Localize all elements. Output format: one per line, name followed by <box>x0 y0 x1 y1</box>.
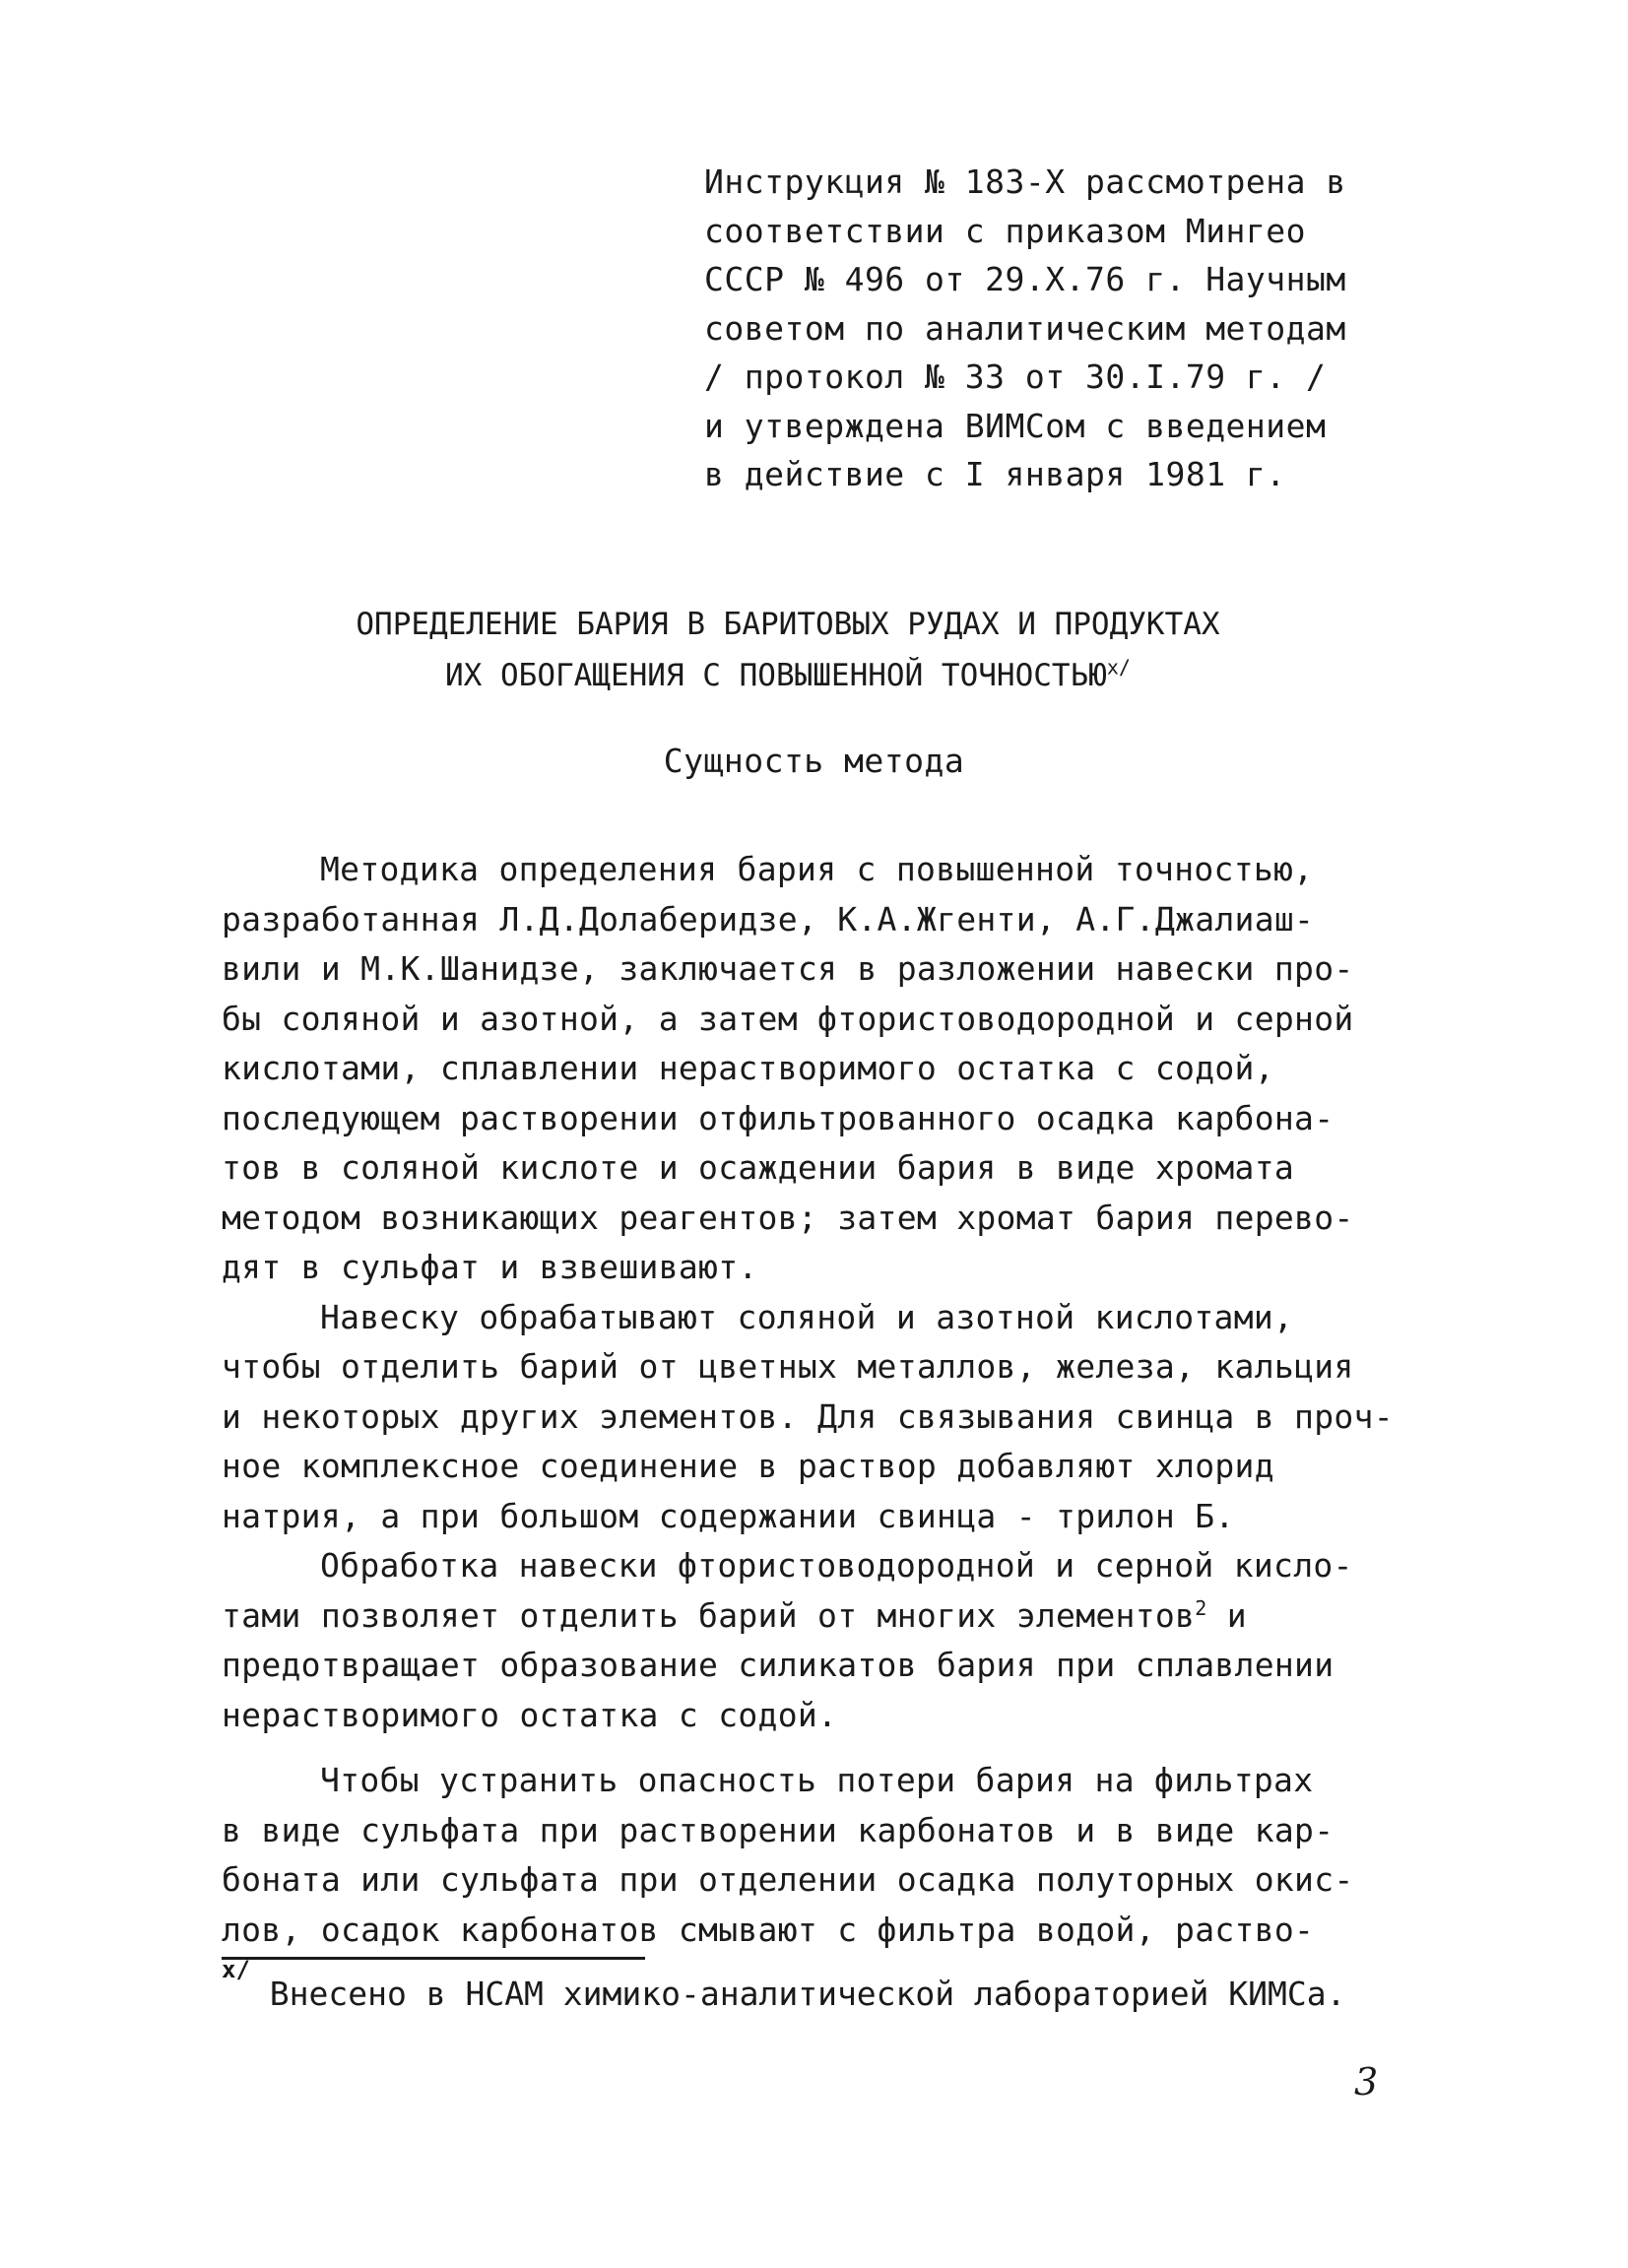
title-footnote-mark: х/ <box>1106 655 1131 680</box>
text-line: вили и М.К.Шанидзе, заключается в разложении навески про- <box>222 949 1354 988</box>
section-heading: Сущность метода <box>663 742 965 780</box>
footnote <box>222 1956 1502 2019</box>
reference-superscript: 2 <box>1195 1595 1207 1620</box>
text-line: дят в сульфат и взвешивают. <box>222 1248 758 1286</box>
approval-note-line: соответствии с приказом Мингео <box>704 211 1307 250</box>
text-line: лов, осадок карбонатов смывают с фильтра водой, раство- <box>222 1910 1315 1949</box>
paragraph-2 <box>222 1293 1472 1542</box>
body-text <box>222 845 1472 1955</box>
text-line <box>222 1591 1472 1642</box>
approval-note-line: в действие с I января 1981 г. <box>704 455 1286 493</box>
title-line-2-text: ИХ ОБОГАЩЕНИЯ С ПОВЫШЕННОЙ ТОЧНОСТЬЮ <box>445 658 1107 693</box>
text-line: разработанная Л.Д.Долаберидзе, К.А.Жгенти, А.Г.Джалиаш- <box>222 899 1315 939</box>
text-line-body: тами позволяет отделить барий от многих элементов <box>222 1595 1196 1635</box>
text-line: нерастворимого остатка с содой. <box>222 1695 838 1734</box>
paragraph-1 <box>222 845 1472 1293</box>
footnote-separator <box>222 1957 645 1960</box>
approval-note-line: и утверждена ВИМСом с введением <box>704 406 1327 445</box>
page-number: 3 <box>1354 2060 1379 2104</box>
approval-note-line: советом по аналитическим методам <box>704 308 1346 348</box>
title-line-2 <box>217 650 1359 701</box>
text-line: Методика определения бария с повышенной точностью, <box>320 850 1314 888</box>
text-line: предотвращает образование силикатов бария при сплавлении <box>222 1646 1335 1684</box>
text-line: методом возникающих реагентов; затем хромат бария перево- <box>222 1198 1354 1237</box>
approval-note-line: Инструкция № 183-Х рассмотрена в <box>704 162 1346 201</box>
text-line-tail: и <box>1206 1595 1247 1635</box>
text-line: кислотами, сплавлении нерастворимого остатка с содой, <box>222 1049 1274 1087</box>
text-line: и некоторых других элементов. Для связывания свинца в проч- <box>222 1396 1394 1436</box>
text-line: в виде сульфата при растворении карбонатов и в виде кар- <box>222 1810 1335 1849</box>
approval-note-line: / протокол № 33 от 30.I.79 г. / <box>704 357 1327 396</box>
approval-note <box>704 158 1453 499</box>
paragraph-3 <box>222 1541 1472 1740</box>
paragraph-4 <box>222 1756 1472 1955</box>
footnote-text: Внесено в НСАМ химико-аналитической лабораторией КИМСа. <box>269 1975 1346 2013</box>
text-line: Навеску обрабатывают соляной и азотной кислотами, <box>320 1297 1294 1336</box>
title-line-1: ОПРЕДЕЛЕНИЕ БАРИЯ В БАРИТОВЫХ РУДАХ И ПРОДУКТАХ <box>356 607 1220 642</box>
text-line: боната или сульфата при отделении осадка полуторных окис- <box>222 1860 1354 1899</box>
text-line: тов в соляной кислоте и осаждении бария в виде хромата <box>222 1148 1295 1187</box>
text-line: натрия, а при большом содержании свинца - трилон Б. <box>222 1496 1235 1535</box>
text-line: бы соляной и азотной, а затем фтористоводородной и серной <box>222 999 1354 1038</box>
document-title <box>217 599 1359 701</box>
text-line: чтобы отделить барий от цветных металлов, железа, кальция <box>222 1347 1354 1386</box>
text-line: Чтобы устранить опасность потери бария на фильтрах <box>320 1761 1314 1799</box>
text-line: последующем растворении отфильтрованного осадка карбона- <box>222 1098 1335 1137</box>
text-line: Обработка навески фтористоводородной и серной кисло- <box>320 1546 1353 1585</box>
approval-note-line: СССР № 496 от 29.X.76 г. Научным <box>704 260 1346 298</box>
text-line: ное комплексное соединение в раствор добавляют хлорид <box>222 1447 1274 1485</box>
footnote-mark: х/ <box>222 1956 250 1983</box>
